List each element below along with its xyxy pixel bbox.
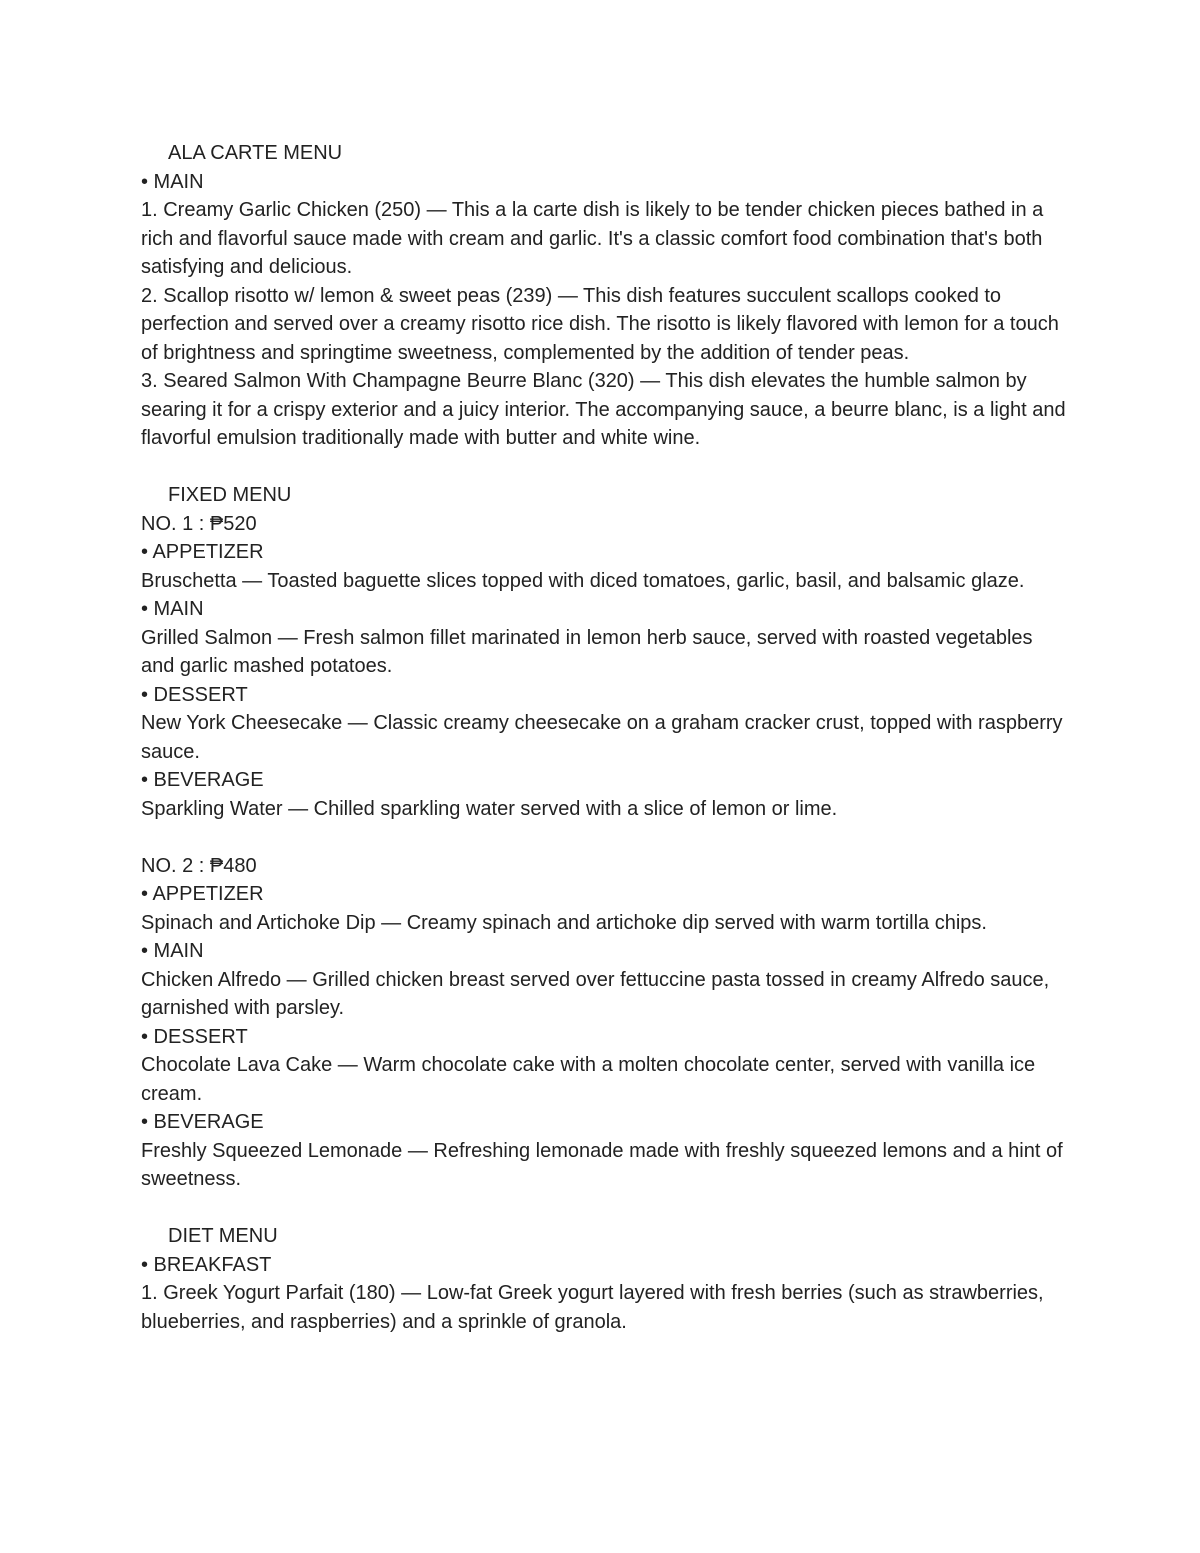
set-1-beverage-text: Sparkling Water — Chilled sparkling water served with a slice of lemon or lime.	[141, 797, 838, 820]
set-2-main-text: Chicken Alfredo — Grilled chicken breast served over fettuccine pasta tossed in creamy Alfredo sauce, garnished with parsley.	[141, 968, 1050, 1019]
set-1-appetizer-text: Bruschetta — Toasted baguette slices topped with diced tomatoes, garlic, basil, and balsamic glaze.	[141, 569, 1025, 592]
set-2-beverage-text: Freshly Squeezed Lemonade — Refreshing lemonade made with freshly squeezed lemons and a hint of sweetness.	[141, 1139, 1063, 1190]
set-2-label: NO. 2 : ₱480	[141, 854, 257, 877]
set-2-appetizer-text: Spinach and Artichoke Dip — Creamy spinach and artichoke dip served with warm tortilla chips.	[141, 911, 987, 934]
set-1-label: NO. 1 : ₱520	[141, 512, 257, 535]
set-1-main-label: • MAIN	[141, 598, 204, 620]
fixed-menu-title: FIXED MENU	[168, 484, 292, 506]
diet-breakfast-label: • BREAKFAST	[141, 1253, 272, 1276]
set-1-beverage-label: • BEVERAGE	[141, 769, 264, 791]
ala-carte-section	[141, 139, 1066, 453]
ala-carte-item-2: 2. Scallop risotto w/ lemon & sweet peas (239) — This dish features succulent scallops cooked to perfection and served over a creamy risotto rice dish. The risotto is likely flavored with lemon for a touch of brightness and springtime sweetness, complemented by the addition of tender peas.	[141, 284, 1059, 364]
section-spacer	[141, 453, 1066, 482]
set-1-main-text: Grilled Salmon — Fresh salmon fillet marinated in lemon herb sauce, served with roasted vegetables and garlic mashed potatoes.	[141, 626, 1033, 677]
section-spacer	[141, 1194, 1066, 1223]
set-spacer	[141, 823, 1066, 852]
set-2-dessert-label: • DESSERT	[141, 1025, 248, 1048]
set-2-beverage-label: • BEVERAGE	[141, 1111, 264, 1133]
ala-carte-title: ALA CARTE MENU	[168, 142, 343, 164]
set-1-dessert-text: New York Cheesecake — Classic creamy cheesecake on a graham cracker crust, topped with raspberry sauce.	[141, 712, 1063, 763]
ala-carte-item-1: 1. Creamy Garlic Chicken (250) — This a la carte dish is likely to be tender chicken pieces bathed in a rich and flavorful sauce made with cream and garlic. It's a classic comfort food combination that's both satisfying and delicious.	[141, 199, 1044, 278]
set-2-appetizer-label: • APPETIZER	[141, 883, 264, 905]
set-2-dessert-text: Chocolate Lava Cake — Warm chocolate cake with a molten chocolate center, served with vanilla ice cream.	[141, 1054, 1036, 1105]
set-2-main-label: • MAIN	[141, 940, 204, 962]
document-body	[141, 139, 1066, 1336]
diet-item-1: 1. Greek Yogurt Parfait (180) — Low-fat Greek yogurt layered with fresh berries (such as strawberries, blueberries, and raspberries) and a sprinkle of granola.	[141, 1282, 1044, 1333]
ala-carte-main-label: • MAIN	[141, 170, 204, 193]
fixed-menu-set-1	[141, 510, 1066, 824]
diet-menu-section	[141, 1222, 1066, 1336]
fixed-menu-section	[141, 481, 1066, 1194]
set-1-dessert-label: • DESSERT	[141, 683, 248, 706]
diet-menu-title: DIET MENU	[168, 1225, 278, 1247]
set-1-appetizer-label: • APPETIZER	[141, 541, 264, 563]
ala-carte-item-3: 3. Seared Salmon With Champagne Beurre Blanc (320) — This dish elevates the humble salmon by searing it for a crispy exterior and a juicy interior. The accompanying sauce, a beurre blanc, is a light and flavorful emulsion traditionally made with butter and white wine.	[141, 370, 1066, 449]
fixed-menu-set-2	[141, 852, 1066, 1194]
